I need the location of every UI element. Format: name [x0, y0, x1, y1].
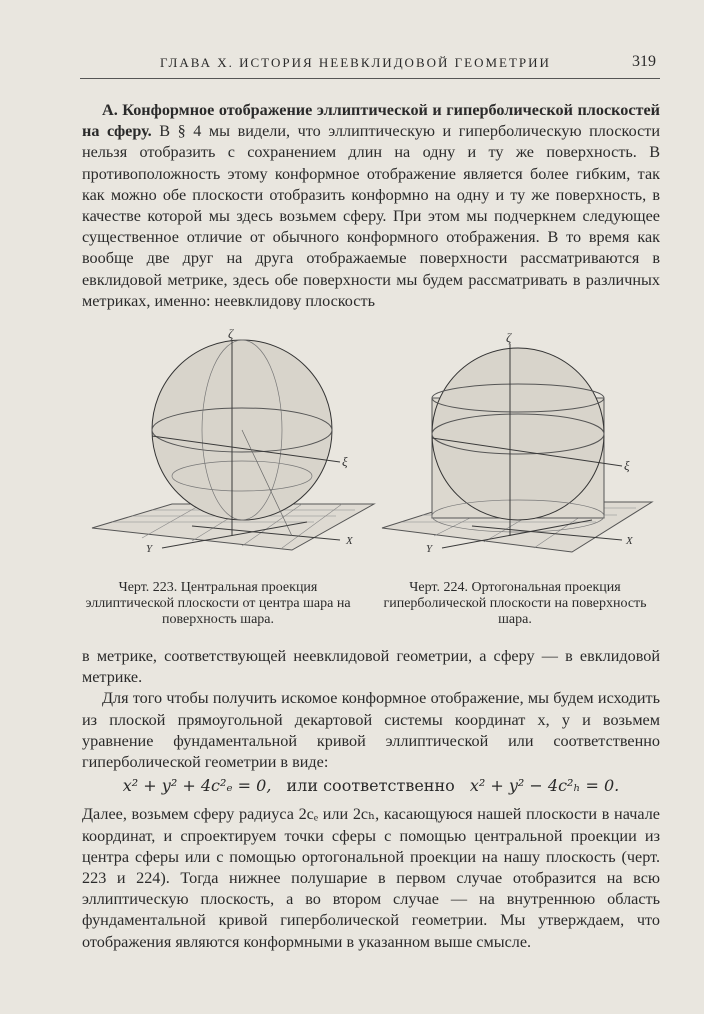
continuation-paragraph: в метрике, соответствующей неевклидовой геометрии, а сферу — в евклидовой метрике.: [82, 647, 660, 687]
z-label-223: ζ: [228, 326, 234, 341]
e-label-223: ξ: [342, 454, 348, 469]
paragraph-3: Далее, возьмем сферу радиуса 2cₑ или 2cₕ, касающуюся нашей плоскости в начале координат, и спроектируем точки сферы с помощью центральной проекции из центра сферы или с помощью ортогональной проекции на нашу плоскость (черт. 223 и 224). Тогда нижнее полушарие в первом случае отобразится на всю эллиптическую плоскость, а во втором случае — на внутреннюю область фундаментальной кривой гиперболической геометрии. Мы утверждаем, что отображения являются конформными в указанном выше смысле.: [82, 805, 660, 951]
formula: [82, 775, 660, 796]
page-number: 319: [632, 53, 656, 70]
formula-right: x² + y² − 4c²ₕ = 0.: [469, 776, 620, 796]
z-label-224: ζ: [506, 330, 512, 345]
figure-224-caption: Черт. 224. Ортогональная проекция гиперболической плоскости на поверхность шара.: [383, 580, 647, 627]
paragraph-2: Для того чтобы получить искомое конформное отображение, мы будем исходить из плоской прямоугольной декартовой системы координат x, y и возьмем уравнение фундаментальной кривой эллиптической или соответственно гиперболической геометрии в виде:: [82, 689, 660, 772]
section-paragraph: [82, 100, 660, 312]
chapter-title: ГЛАВА X. ИСТОРИЯ НЕЕВКЛИДОВОЙ ГЕОМЕТРИИ: [160, 55, 551, 70]
formula-mid: или соответственно: [286, 776, 455, 796]
sphere-224: [432, 348, 604, 520]
running-header: [80, 52, 660, 79]
y-label-223: Y: [146, 543, 153, 555]
figure-224-drawing: [382, 344, 652, 552]
section-text: В § 4 мы видели, что эллиптическую и гиперболическую плоскости нельзя отобразить с сохранением длин на одну и ту же поверхность. В противоположность этому конформное отображение является более гибким, так как можно обе плоскости отобразить конформно на одну и ту же поверхность, в качестве которой мы здесь возьмем сферу. При этом мы подчеркнем следующее существенное отличие от обычного конформного отображения. В то время как вообще две друг на друга отображаемые поверхности рассматриваются в евклидовой метрике, здесь обе поверхности мы будем рассматривать в различных метриках, именно: неевклидову плоскость: [82, 122, 660, 310]
figures-drawing: [82, 326, 660, 576]
x-label-224: X: [626, 535, 633, 547]
figure-223-caption: Черт. 223. Центральная проекция эллиптической плоскости от центра шара на поверхность шара.: [85, 580, 351, 627]
section-lead: А. Конформное отображение эллиптической и гиперболической плоскостей на сферу.: [82, 101, 660, 141]
e-label-224: ξ: [624, 458, 630, 473]
body-text: [82, 646, 660, 953]
y-label-224: Y: [426, 543, 433, 555]
figures: [82, 326, 660, 576]
formula-left: x² + y² + 4c²ₑ = 0,: [122, 776, 272, 796]
figure-223-drawing: [92, 340, 374, 550]
x-label-223: X: [346, 535, 353, 547]
